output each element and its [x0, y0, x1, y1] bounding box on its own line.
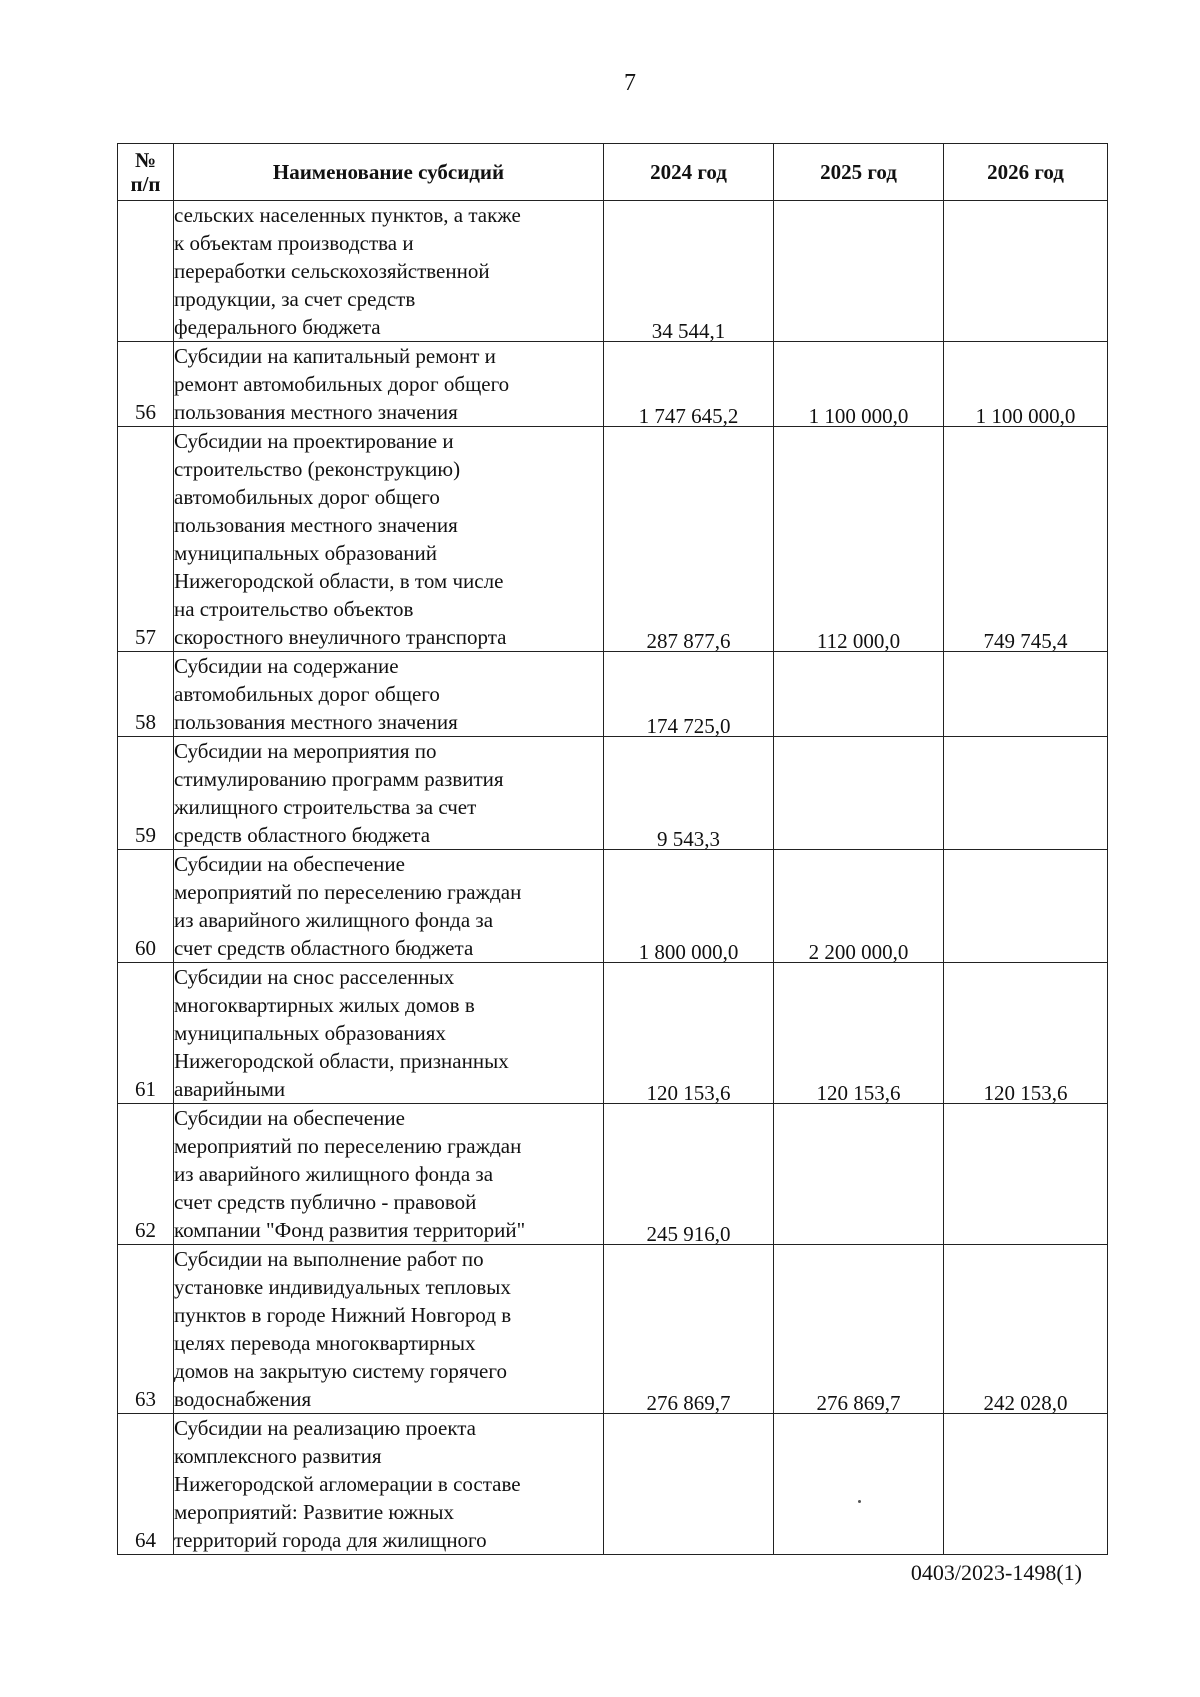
subsidy-name-line: сельских населенных пунктов, а также [174, 203, 521, 227]
subsidy-name-line: компании "Фонд развития территорий" [174, 1218, 526, 1242]
amount-2026 [944, 1245, 1108, 1414]
amount-2025 [774, 1414, 944, 1555]
table-row [118, 963, 1108, 1104]
amount-value: 34 544,1 [651, 319, 726, 343]
scan-speck [858, 1500, 861, 1503]
subsidy-name-line: Нижегородской области, в том числе [174, 569, 504, 593]
table-row [118, 201, 1108, 342]
header-2026: 2026 год [944, 144, 1108, 201]
subsidy-name-line: Субсидии на обеспечение [174, 1106, 405, 1130]
amount-2026 [944, 737, 1108, 850]
header-2025: 2025 год [774, 144, 944, 201]
amount-value: 1 100 000,0 [975, 404, 1076, 428]
subsidy-name-line: пунктов в городе Нижний Новгород в [174, 1303, 512, 1327]
subsidy-name-line: муниципальных образований [174, 541, 437, 565]
amount-2024 [604, 1104, 774, 1245]
subsidy-name-line: установке индивидуальных тепловых [174, 1275, 511, 1299]
amount-value: 120 153,6 [983, 1081, 1068, 1105]
amount-value: 242 028,0 [983, 1391, 1068, 1415]
amount-value: 1 747 645,2 [638, 404, 739, 428]
subsidy-name-line: Нижегородской области, признанных [174, 1049, 509, 1073]
subsidy-name-line: автомобильных дорог общего [174, 682, 440, 706]
amount-value: 245 916,0 [646, 1222, 731, 1246]
subsidy-name [174, 737, 604, 850]
subsidy-name [174, 201, 604, 342]
amount-2026 [944, 850, 1108, 963]
subsidy-name-line: средств областного бюджета [174, 823, 431, 847]
document-code: 0403/2023-1498(1) [910, 1560, 1082, 1585]
subsidy-name-line: строительство (реконструкцию) [174, 457, 461, 481]
subsidy-name-line: Субсидии на мероприятия по [174, 739, 437, 763]
subsidies-table [117, 143, 1108, 1555]
amount-2026 [944, 427, 1108, 652]
header-num-label: № п/п [130, 148, 161, 196]
amount-value: 112 000,0 [816, 629, 901, 653]
subsidy-name-line: аварийными [174, 1077, 286, 1101]
row-number [118, 201, 174, 342]
amount-value: 174 725,0 [646, 714, 731, 738]
amount-2025 [774, 342, 944, 427]
header-2024: 2024 год [604, 144, 774, 201]
amount-2025 [774, 963, 944, 1104]
table-row [118, 737, 1108, 850]
amount-value: 1 100 000,0 [808, 404, 909, 428]
subsidy-name-line: стимулированию программ развития [174, 767, 504, 791]
table-body [118, 201, 1108, 1555]
amount-2024 [604, 963, 774, 1104]
amount-2024 [604, 1414, 774, 1555]
subsidy-name-line: территорий города для жилищного [174, 1528, 487, 1552]
subsidy-name-line: из аварийного жилищного фонда за [174, 1162, 494, 1186]
amount-2025 [774, 1245, 944, 1414]
amount-value: 9 543,3 [657, 827, 720, 851]
page-number: 7 [624, 70, 636, 96]
subsidy-name-line: продукции, за счет средств [174, 287, 416, 311]
subsidy-name-line: многоквартирных жилых домов в [174, 993, 475, 1017]
subsidy-name-line: на строительство объектов [174, 597, 414, 621]
amount-2024 [604, 737, 774, 850]
amount-2026 [944, 1104, 1108, 1245]
subsidy-name [174, 342, 604, 427]
row-number: 62 [118, 1104, 174, 1245]
subsidy-name-line: переработки сельскохозяйственной [174, 259, 490, 283]
amount-value: 749 745,4 [983, 629, 1068, 653]
subsidy-name-line: комплексного развития [174, 1444, 382, 1468]
subsidy-name-line: домов на закрытую систему горячего [174, 1359, 507, 1383]
subsidy-name-line: федерального бюджета [174, 315, 381, 339]
amount-value: 276 869,7 [646, 1391, 731, 1415]
amount-2025 [774, 201, 944, 342]
subsidy-name-line: пользования местного значения [174, 710, 458, 734]
subsidy-name [174, 652, 604, 737]
subsidy-name-line: жилищного строительства за счет [174, 795, 477, 819]
table-row [118, 342, 1108, 427]
amount-2026 [944, 201, 1108, 342]
subsidy-name-line: к объектам производства и [174, 231, 414, 255]
subsidy-name-line: Субсидии на проектирование и [174, 429, 454, 453]
amount-2025 [774, 850, 944, 963]
subsidy-name-line: Субсидии на реализацию проекта [174, 1416, 476, 1440]
amount-2025 [774, 1104, 944, 1245]
header-name: Наименование субсидий [174, 144, 604, 201]
row-number: 58 [118, 652, 174, 737]
amount-2026 [944, 652, 1108, 737]
subsidy-name [174, 1104, 604, 1245]
amount-value: 120 153,6 [646, 1081, 731, 1105]
row-number: 64 [118, 1414, 174, 1555]
row-number: 56 [118, 342, 174, 427]
row-number: 63 [118, 1245, 174, 1414]
subsidy-name-line: Нижегородской агломерации в составе [174, 1472, 521, 1496]
amount-2024 [604, 1245, 774, 1414]
amount-value: 120 153,6 [816, 1081, 901, 1105]
row-number: 57 [118, 427, 174, 652]
amount-2024 [604, 201, 774, 342]
amount-value: 1 800 000,0 [638, 940, 739, 964]
amount-2024 [604, 342, 774, 427]
amount-2025 [774, 737, 944, 850]
table-row [118, 1104, 1108, 1245]
amount-2026 [944, 342, 1108, 427]
subsidy-name-line: из аварийного жилищного фонда за [174, 908, 494, 932]
subsidy-name-line: Субсидии на капитальный ремонт и [174, 344, 496, 368]
subsidy-name-line: ремонт автомобильных дорог общего [174, 372, 510, 396]
subsidy-name-line: Субсидии на выполнение работ по [174, 1247, 484, 1271]
amount-value: 2 200 000,0 [808, 940, 909, 964]
subsidy-name-line: Субсидии на содержание [174, 654, 399, 678]
subsidy-name-line: Субсидии на обеспечение [174, 852, 405, 876]
table-row [118, 652, 1108, 737]
header-num [118, 144, 174, 201]
subsidy-name-line: мероприятий: Развитие южных [174, 1500, 454, 1524]
row-number: 61 [118, 963, 174, 1104]
subsidy-name-line: счет средств областного бюджета [174, 936, 474, 960]
amount-2026 [944, 1414, 1108, 1555]
amount-2024 [604, 427, 774, 652]
amount-2026 [944, 963, 1108, 1104]
table-header-row [118, 144, 1108, 201]
table-row [118, 1245, 1108, 1414]
subsidy-name [174, 427, 604, 652]
subsidy-name-line: Субсидии на снос расселенных [174, 965, 455, 989]
amount-value: 276 869,7 [816, 1391, 901, 1415]
subsidy-name-line: мероприятий по переселению граждан [174, 1134, 522, 1158]
row-number: 59 [118, 737, 174, 850]
amount-2025 [774, 427, 944, 652]
subsidy-name-line: мероприятий по переселению граждан [174, 880, 522, 904]
subsidy-name [174, 850, 604, 963]
subsidy-name-line: скоростного внеуличного транспорта [174, 625, 507, 649]
amount-value: 287 877,6 [646, 629, 731, 653]
subsidy-name-line: пользования местного значения [174, 400, 458, 424]
subsidy-name-line: целях перевода многоквартирных [174, 1331, 476, 1355]
subsidy-name [174, 1245, 604, 1414]
subsidy-name-line: пользования местного значения [174, 513, 458, 537]
subsidy-name-line: муниципальных образованиях [174, 1021, 446, 1045]
amount-2025 [774, 652, 944, 737]
amount-2024 [604, 850, 774, 963]
subsidy-name [174, 1414, 604, 1555]
subsidy-name [174, 963, 604, 1104]
table-row [118, 427, 1108, 652]
subsidy-name-line: автомобильных дорог общего [174, 485, 440, 509]
table-row [118, 1414, 1108, 1555]
subsidy-name-line: водоснабжения [174, 1387, 312, 1411]
amount-2024 [604, 652, 774, 737]
subsidy-name-line: счет средств публично - правовой [174, 1190, 477, 1214]
row-number: 60 [118, 850, 174, 963]
table-row [118, 850, 1108, 963]
